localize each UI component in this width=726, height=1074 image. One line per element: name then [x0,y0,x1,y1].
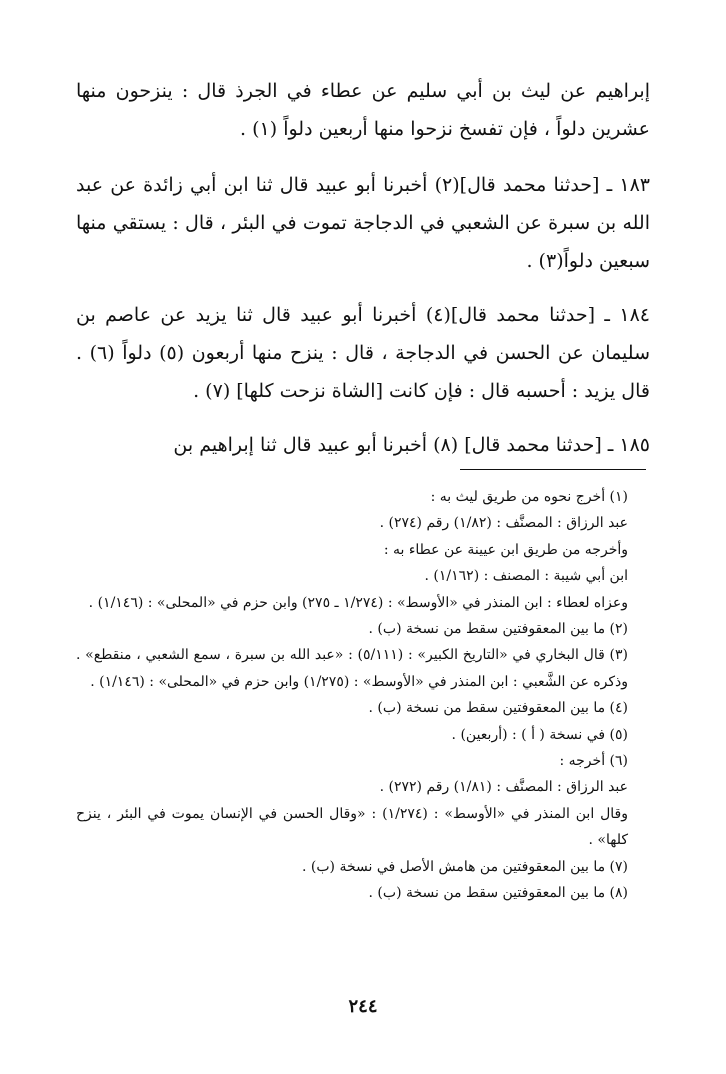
footnotes [76,484,650,907]
footnote-line: (٤) ما بين المعقوفتين سقط من نسخة (ب) . [368,700,628,717]
footnote-divider [460,469,646,470]
main-text [76,72,650,480]
footnote-line: وعزاه لعطاء : ابن المنذر في «الأوسط» : (١/٢٧٤ ـ ٢٧٥) وابن حزم في «المحلى» : (١/١٤٦) . [88,594,628,611]
footnote-line: (٥) في نسخة ( أ ) : (أربعين) . [451,726,628,743]
paragraph-185: ١٨٥ ـ [حدثنا محمد قال] (٨) أخبرنا أبو عبيد قال ثنا إبراهيم بن [173,434,650,456]
footnote-line: (١) أخرج نحوه من طريق ليث به : [430,489,628,505]
paragraph-184: ١٨٤ ـ [حدثنا محمد قال](٤) أخبرنا أبو عبيد قال ثنا يزيد عن عاصم بن سليمان عن الحسن في الدجاجة ، قال : ينزح منها أربعون (٥) دلواً (٦) . قال يزيد : أحسبه قال : فإن كانت [الشاة نزحت كلها] (٧) . [76,304,650,402]
footnote-line: وأخرجه من طريق ابن عيينة عن عطاء به : [383,541,628,558]
paragraph-intro: إبراهيم عن ليث بن أبي سليم عن عطاء في الجرذ قال : ينزحون منها عشرين دلواً ، فإن تفسخ نزحوا منها أربعين دلواً (١) . [76,80,650,140]
footnote-line: وقال ابن المنذر في «الأوسط» : (١/٢٧٤) : «وقال الحسن في الإنسان يموت في البئر ، ينزح كلها» . [76,805,628,849]
footnote-line: عبد الرزاق : المصنَّف : (١/٨٢) رقم (٢٧٤) . [379,515,628,532]
footnote-line: (٣) قال البخاري في «التاريخ الكبير» : (٥/١١١) : «عبد الله بن سبرة ، سمع الشعبي ، منقطع» . وذكره عن الشَّعبي : ابن المنذر في «الأوسط» : (١/٢٧٥) وابن حزم في «المحلى» : (١/١٤٦) . [76,647,628,690]
footnote-line: عبد الرزاق : المصنَّف : (١/٨١) رقم (٢٧٢) . [379,779,628,796]
footnote-line: (٧) ما بين المعقوفتين من هامش الأصل في نسخة (ب) . [302,858,628,875]
footnote-line: ابن أبي شيبة : المصنف : (١/١٦٢) . [424,568,628,585]
page-number: ٢٤٤ [348,996,378,1017]
footnote-line: (٢) ما بين المعقوفتين سقط من نسخة (ب) . [368,621,628,638]
footnote-line: (٨) ما بين المعقوفتين سقط من نسخة (ب) . [368,885,628,902]
paragraph-183: ١٨٣ ـ [حدثنا محمد قال](٢) أخبرنا أبو عبيد قال ثنا ابن أبي زائدة عن عبد الله بن سبرة عن الشعبي في الدجاجة تموت في البئر ، قال : يستقي منها سبعين دلواً(٣) . [76,174,650,272]
footnote-line: (٦) أخرجه : [559,753,628,770]
